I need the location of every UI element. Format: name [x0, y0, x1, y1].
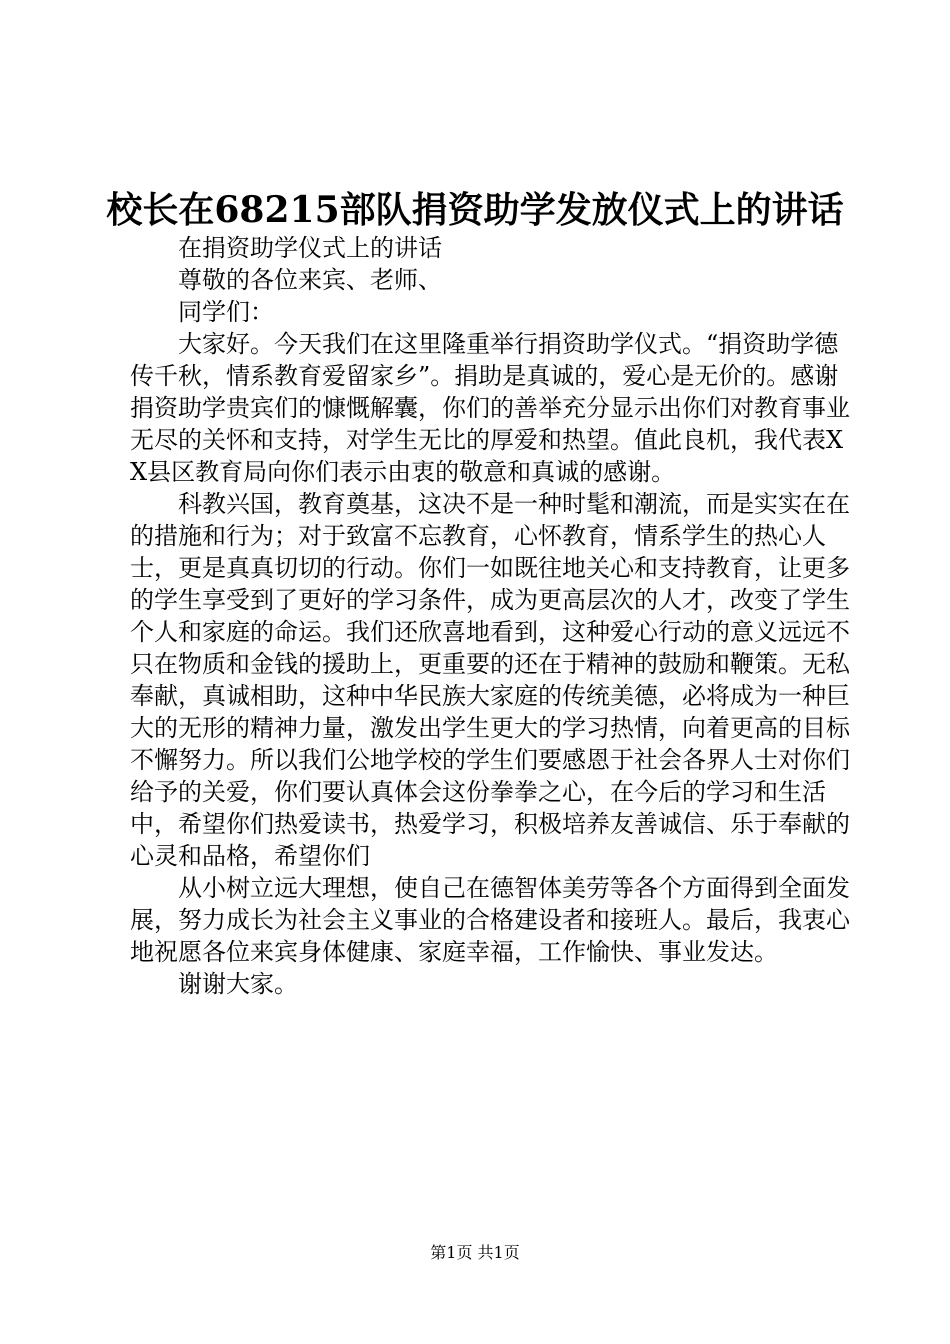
paragraph-salutation-students: 同学们：: [178, 298, 274, 326]
page-number-footer: 第1页 共1页: [430, 1243, 520, 1262]
paragraph-thanks: 谢谢大家。: [178, 970, 298, 998]
paragraph-main: 科教兴国，教育奠基，这决不是一种时髦和潮流，而是实实在在的措施和行为；对于致富不忘教育，心怀教育，情系学生的热心人士，更是真真切切的行动。你们一如既往地关心和支持教育，让更多的学生享受到了更好的学习条件，成为更高层次的人才，改变了学生个人和家庭的命运。我们还欣喜地看到，这种爱心行动的意义远远不只在物质和金钱的援助上，更重要的还在于精神的鼓励和鞭策。无私奉献，真诚相助，这种中华民族大家庭的传统美德，必将成为一种巨大的无形的精神力量，激发出学生更大的学习热情，向着更高的目标不懈努力。所以我们公地学校的学生们要感恩于社会各界人士对你们给予的关爱，你们要认真体会这份拳拳之心，在今后的学习和生活中，希望你们热爱读书，热爱学习，积极培养友善诚信、乐于奉献的心灵和品格，希望你们: [130, 490, 850, 870]
paragraph-salutation-guests: 尊敬的各位来宾、老师、: [178, 266, 442, 294]
paragraph-closing: 从小树立远大理想，使自己在德智体美劳等各个方面得到全面发展，努力成长为社会主义事业的合格建设者和接班人。最后，我衷心地祝愿各位来宾身体健康、家庭幸福，工作愉快、事业发达。: [130, 874, 850, 966]
paragraph-greeting: 大家好。今天我们在这里隆重举行捐资助学仪式。“捐资助学德传千秋，情系教育爱留家乡”。捐助是真诚的，爱心是无价的。感谢捐资助学贵宾们的慷慨解囊，你们的善举充分显示出你们对教育事业无尽的关怀和支持，对学生无比的厚爱和热望。值此良机，我代表XX县区教育局向你们表示由衷的敬意和真诚的感谢。: [130, 330, 850, 486]
document-body: [130, 232, 850, 1000]
document-title: 校长在68215部队捐资助学发放仪式上的讲话: [106, 189, 844, 231]
paragraph-speech-subtitle: 在捐资助学仪式上的讲话: [178, 234, 442, 262]
